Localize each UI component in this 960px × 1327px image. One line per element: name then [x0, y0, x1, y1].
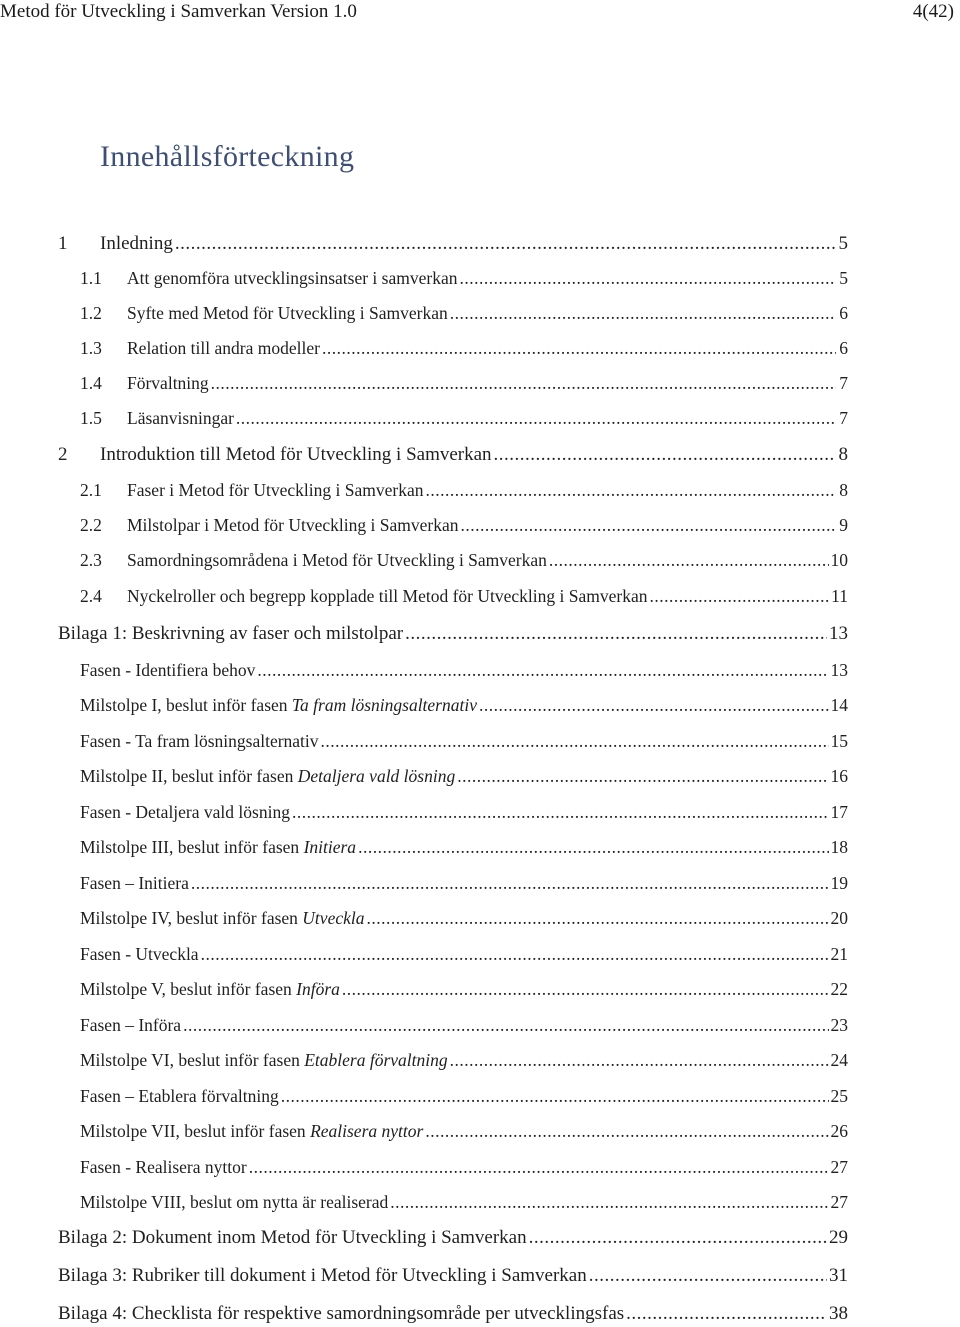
- document-title-header: Metod för Utveckling i Samverkan Version 1.0: [0, 1, 357, 22]
- toc-entry-label: [127, 301, 448, 325]
- toc-entry-text: Milstolpe III, beslut inför fasen: [80, 837, 304, 857]
- dot-leader: [405, 622, 827, 646]
- page-number: 4(42): [912, 1, 954, 22]
- dot-leader: [479, 693, 829, 717]
- toc-entry-label: [80, 835, 356, 859]
- toc-entry[interactable]: [80, 938, 848, 966]
- toc-entry[interactable]: [80, 1044, 848, 1072]
- toc-entry-text: Milstolpe II, beslut inför fasen: [80, 766, 298, 786]
- toc-entry-text: Bilaga 2: Dokument inom Metod för Utveckling i Samverkan: [58, 1227, 527, 1248]
- toc-entry-page: 27: [830, 1192, 848, 1212]
- toc-entry[interactable]: [80, 509, 848, 537]
- toc-entry-text: Milstolpe IV, beslut inför fasen: [80, 908, 303, 928]
- toc-entry-italic-text: Etablera förvaltning: [304, 1050, 448, 1070]
- toc-entry[interactable]: [80, 332, 848, 360]
- toc-entry[interactable]: [80, 544, 848, 572]
- toc-entry-label: [127, 478, 423, 502]
- dot-leader: [281, 1084, 829, 1108]
- toc-entry-text: Fasen - Ta fram lösningsalternativ: [80, 731, 319, 751]
- dot-leader: [649, 584, 829, 608]
- dot-leader: [626, 1302, 827, 1326]
- toc-entry-page: 5: [838, 233, 848, 254]
- toc-entry-text: Bilaga 3: Rubriker till dokument i Metod för Utveckling i Samverkan: [58, 1265, 587, 1286]
- toc-entry[interactable]: [80, 760, 848, 788]
- toc-entry-text: Bilaga 4: Checklista för respektive samordningsområde per utvecklingsfas: [58, 1303, 625, 1324]
- toc-entry-page: 25: [830, 1086, 848, 1106]
- toc-entry-label: [80, 1155, 247, 1179]
- toc-entry-text: Introduktion till Metod för Utveckling i Samverkan: [100, 444, 492, 465]
- toc-entry-number: 1.2: [80, 303, 102, 323]
- toc-entry-text: Relation till andra modeller: [127, 338, 320, 358]
- toc-entry-number: 1.5: [80, 408, 102, 428]
- toc-entry-page: 22: [830, 979, 848, 999]
- toc-entry-text: Att genomföra utvecklingsinsatser i samverkan: [127, 268, 458, 288]
- toc-entry-number: 2.4: [80, 586, 102, 606]
- dot-leader: [175, 232, 836, 256]
- toc-entry-page: 27: [830, 1157, 848, 1177]
- toc-entry-page: 14: [830, 695, 848, 715]
- dot-leader: [425, 1119, 828, 1143]
- toc-entry-label: [80, 871, 189, 895]
- toc-entry-text: Milstolpe V, beslut inför fasen: [80, 979, 297, 999]
- toc-entry[interactable]: [80, 689, 848, 717]
- toc-entry-label: [127, 406, 234, 430]
- toc-entry-label: [127, 371, 209, 395]
- toc-entry-number: 1.3: [80, 338, 102, 358]
- toc-entry-label: [80, 1013, 181, 1037]
- page-header: [0, 0, 960, 30]
- toc-entry-text: Fasen – Etablera förvaltning: [80, 1086, 279, 1106]
- toc-entry-italic-text: Införa: [296, 979, 340, 999]
- toc-entry-label: [80, 1190, 388, 1214]
- toc-entry-label: [58, 622, 403, 646]
- toc-entry[interactable]: [80, 1009, 848, 1037]
- toc-entry-label: [100, 443, 492, 467]
- toc-entry-text: Fasen – Initiera: [80, 873, 189, 893]
- toc-entry-text: Milstolpe VII, beslut inför fasen: [80, 1121, 311, 1141]
- toc-entry[interactable]: [80, 725, 848, 753]
- dot-leader: [191, 871, 829, 895]
- toc-entry[interactable]: [80, 474, 848, 502]
- toc-entry-page: 17: [830, 802, 848, 822]
- toc-entry-text: Förvaltning: [127, 373, 209, 393]
- toc-entry-label: [80, 942, 199, 966]
- dot-leader: [390, 1190, 828, 1214]
- toc-entry-number: 2.2: [80, 515, 102, 535]
- toc-entry-label: [127, 548, 547, 572]
- toc-entry[interactable]: [58, 1260, 848, 1288]
- toc-entry-number: 2: [58, 444, 68, 465]
- toc-entry-label: [127, 513, 458, 537]
- toc-entry-text: Milstolpe VIII, beslut om nytta är realiserad: [80, 1192, 389, 1212]
- dot-leader: [249, 1155, 829, 1179]
- toc-entry-text: Nyckelroller och begrepp kopplade till Metod för Utveckling i Samverkan: [127, 586, 648, 606]
- toc-entry-label: [58, 1264, 587, 1288]
- toc-entry-label: [80, 693, 477, 717]
- toc-entry-number: 2.1: [80, 480, 102, 500]
- dot-leader: [342, 977, 829, 1001]
- toc-entry-page: 10: [830, 550, 848, 570]
- toc-entry-label: [127, 336, 320, 360]
- toc-entry-label: [80, 906, 364, 930]
- toc-entry[interactable]: [80, 1151, 848, 1179]
- toc-entry-page: 11: [831, 586, 848, 606]
- toc-entry-number: 1: [58, 233, 68, 254]
- toc-entry-page: 5: [839, 268, 848, 288]
- toc-entry-page: 9: [839, 515, 848, 535]
- toc-entry-text: Fasen – Införa: [80, 1015, 182, 1035]
- toc-entry[interactable]: [58, 1298, 848, 1326]
- dot-leader: [236, 406, 836, 430]
- dot-leader: [459, 266, 836, 290]
- dot-leader: [257, 658, 828, 682]
- toc-entry-text: Läsanvisningar: [127, 408, 234, 428]
- dot-leader: [529, 1226, 827, 1250]
- toc-entry-page: 7: [839, 373, 848, 393]
- toc-entry-italic-text: Utveckla: [302, 908, 365, 928]
- toc-entry-page: 18: [830, 837, 848, 857]
- dot-leader: [358, 835, 828, 859]
- toc-entry-page: 7: [839, 408, 848, 428]
- toc-entry-label: [127, 584, 647, 608]
- toc-entry[interactable]: [80, 796, 848, 824]
- toc-entry-page: 26: [830, 1121, 848, 1141]
- toc-entry[interactable]: [58, 228, 848, 256]
- dot-leader: [292, 800, 829, 824]
- toc-entry-text: Milstolpe I, beslut inför fasen: [80, 695, 292, 715]
- dot-leader: [183, 1013, 828, 1037]
- dot-leader: [494, 443, 836, 467]
- toc-entry-label: [100, 232, 173, 256]
- toc-entry-page: 13: [829, 623, 848, 644]
- toc-entry-label: [58, 1302, 624, 1326]
- toc-entry-page: 31: [829, 1265, 848, 1286]
- toc-entry[interactable]: [80, 1115, 848, 1143]
- toc-entry-text: Fasen - Detaljera vald lösning: [80, 802, 290, 822]
- toc-entry-page: 24: [830, 1050, 848, 1070]
- toc-entry-label: [80, 800, 290, 824]
- toc-entry-page: 38: [829, 1303, 848, 1324]
- toc-entry-text: Samordningsområdena i Metod för Utveckling i Samverkan: [127, 550, 547, 570]
- toc-entry[interactable]: [80, 867, 848, 895]
- toc-entry[interactable]: [80, 262, 848, 290]
- toc-entry-text: Faser i Metod för Utveckling i Samverkan: [127, 480, 424, 500]
- toc-entry[interactable]: [80, 297, 848, 325]
- toc-entry[interactable]: [80, 402, 848, 430]
- toc-entry-page: 8: [838, 444, 848, 465]
- toc-entry-label: [80, 729, 319, 753]
- toc-entry-page: 8: [839, 480, 848, 500]
- toc-entry-text: Milstolpar i Metod för Utveckling i Samverkan: [127, 515, 459, 535]
- toc-entry-text: Fasen - Utveckla: [80, 944, 199, 964]
- page-title: Innehållsförteckning: [100, 140, 355, 173]
- dot-leader: [211, 371, 836, 395]
- toc-entry-label: [80, 1084, 279, 1108]
- toc-entry-label: [127, 266, 457, 290]
- dot-leader: [450, 1048, 829, 1072]
- toc-entry-page: 20: [830, 908, 848, 928]
- toc-entry[interactable]: [80, 1186, 848, 1214]
- toc-entry-page: 13: [830, 660, 848, 680]
- toc-entry[interactable]: [58, 618, 848, 646]
- toc-entry-italic-text: Detaljera vald lösning: [297, 766, 456, 786]
- toc-entry-italic-text: Realisera nyttor: [310, 1121, 424, 1141]
- toc-entry[interactable]: [80, 973, 848, 1001]
- toc-entry-label: [58, 1226, 527, 1250]
- toc-entry[interactable]: [80, 367, 848, 395]
- toc-entry-text: Fasen - Realisera nyttor: [80, 1157, 247, 1177]
- toc-entry-page: 29: [829, 1227, 848, 1248]
- toc-entry-page: 19: [830, 873, 848, 893]
- toc-entry-text: Fasen - Identifiera behov: [80, 660, 256, 680]
- dot-leader: [460, 513, 836, 537]
- toc-entry-number: 1.1: [80, 268, 102, 288]
- toc-entry-text: Milstolpe VI, beslut inför fasen: [80, 1050, 305, 1070]
- dot-leader: [549, 548, 829, 572]
- toc-entry[interactable]: [58, 439, 848, 467]
- toc-entry-italic-text: Ta fram lösningsalternativ: [291, 695, 477, 715]
- toc-entry-page: 15: [830, 731, 848, 751]
- dot-leader: [322, 336, 836, 360]
- toc-entry-number: 2.3: [80, 550, 102, 570]
- toc-entry-page: 6: [839, 338, 848, 358]
- dot-leader: [425, 478, 836, 502]
- dot-leader: [201, 942, 829, 966]
- toc-entry[interactable]: [80, 902, 848, 930]
- toc-entry-label: [80, 1119, 423, 1143]
- toc-entry-label: [80, 1048, 448, 1072]
- dot-leader: [589, 1264, 827, 1288]
- dot-leader: [321, 729, 829, 753]
- dot-leader: [457, 764, 828, 788]
- dot-leader: [366, 906, 828, 930]
- toc-entry-italic-text: Initiera: [303, 837, 357, 857]
- toc-entry-page: 23: [830, 1015, 848, 1035]
- toc-entry[interactable]: [80, 580, 848, 608]
- toc-entry-number: 1.4: [80, 373, 102, 393]
- toc-entry[interactable]: [80, 1080, 848, 1108]
- toc-entry[interactable]: [80, 831, 848, 859]
- toc-entry-label: [80, 764, 455, 788]
- toc-entry-page: 6: [839, 303, 848, 323]
- toc-entry[interactable]: [58, 1222, 848, 1250]
- toc-entry-page: 21: [830, 944, 848, 964]
- toc-entry-label: [80, 658, 255, 682]
- toc-entry-text: Inledning: [100, 233, 173, 254]
- toc-entry-text: Bilaga 1: Beskrivning av faser och milstolpar: [58, 623, 404, 644]
- dot-leader: [450, 301, 836, 325]
- toc-entry-text: Syfte med Metod för Utveckling i Samverkan: [127, 303, 448, 323]
- toc-entry[interactable]: [80, 654, 848, 682]
- toc-entry-label: [80, 977, 340, 1001]
- toc-entry-page: 16: [830, 766, 848, 786]
